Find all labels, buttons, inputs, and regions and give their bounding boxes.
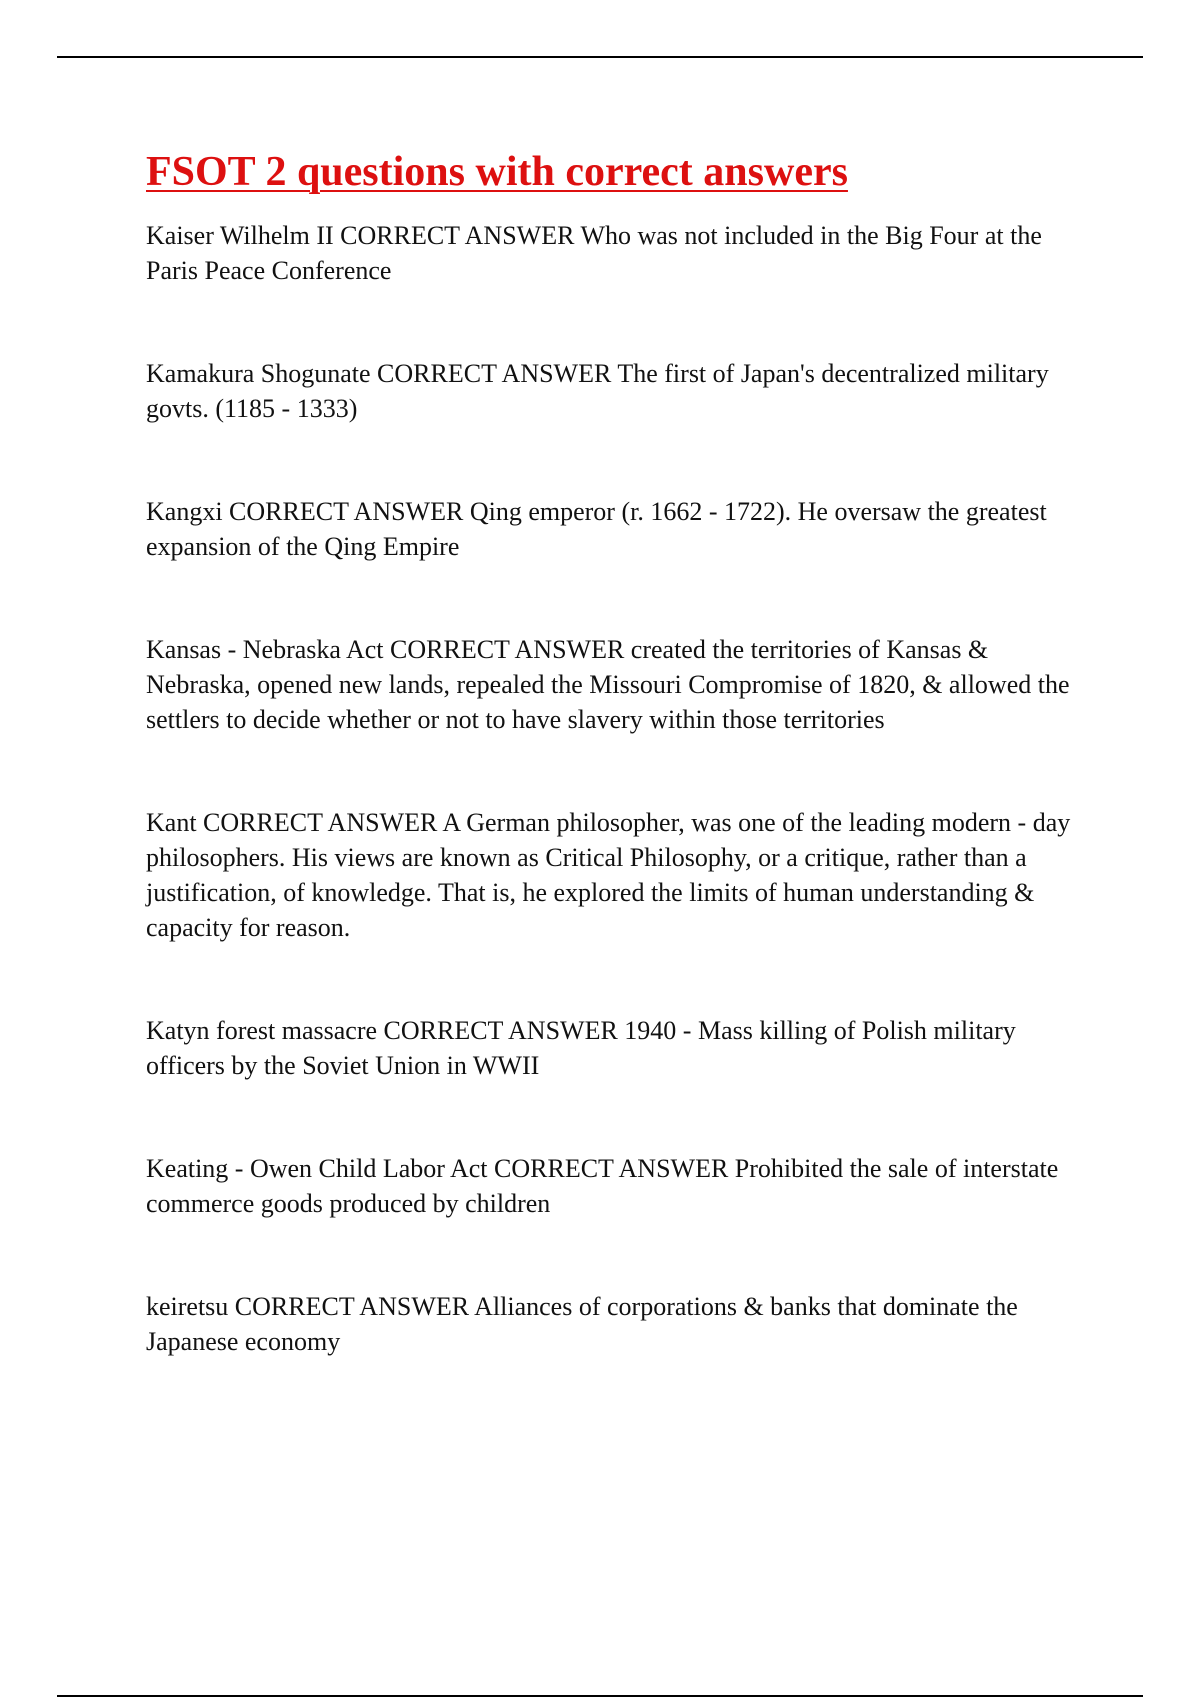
qa-list: [146, 218, 1096, 1359]
top-rule: [57, 56, 1143, 58]
qa-entry: Kaiser Wilhelm II CORRECT ANSWER Who was not included in the Big Four at the Paris Peace Conference: [146, 221, 1042, 285]
qa-entry: Katyn forest massacre CORRECT ANSWER 1940 - Mass killing of Polish military officers by the Soviet Union in WWII: [146, 1016, 1016, 1080]
qa-entry: Keating - Owen Child Labor Act CORRECT ANSWER Prohibited the sale of interstate commerce goods produced by children: [146, 1154, 1059, 1218]
qa-entry: Kansas - Nebraska Act CORRECT ANSWER created the territories of Kansas & Nebraska, opened new lands, repealed the Missouri Compromise of 1820, & allowed the settlers to decide whether or not to have slavery within those territories: [146, 635, 1070, 734]
qa-entry: Kangxi CORRECT ANSWER Qing emperor (r. 1662 - 1722). He oversaw the greatest expansion of the Qing Empire: [146, 497, 1047, 561]
document-body: [146, 146, 1096, 1427]
qa-entry: Kant CORRECT ANSWER A German philosopher, was one of the leading modern - day philosophers. His views are known as Critical Philosophy, or a critique, rather than a justification, of knowledge. That is, he explored the limits of human understanding & capacity for reason.: [146, 808, 1071, 942]
bottom-rule: [57, 1695, 1143, 1697]
qa-entry: keiretsu CORRECT ANSWER Alliances of corporations & banks that dominate the Japanese economy: [146, 1292, 1018, 1356]
document-title: FSOT 2 questions with correct answers: [146, 149, 848, 195]
qa-entry: Kamakura Shogunate CORRECT ANSWER The first of Japan's decentralized military govts. (1185 - 1333): [146, 359, 1049, 423]
